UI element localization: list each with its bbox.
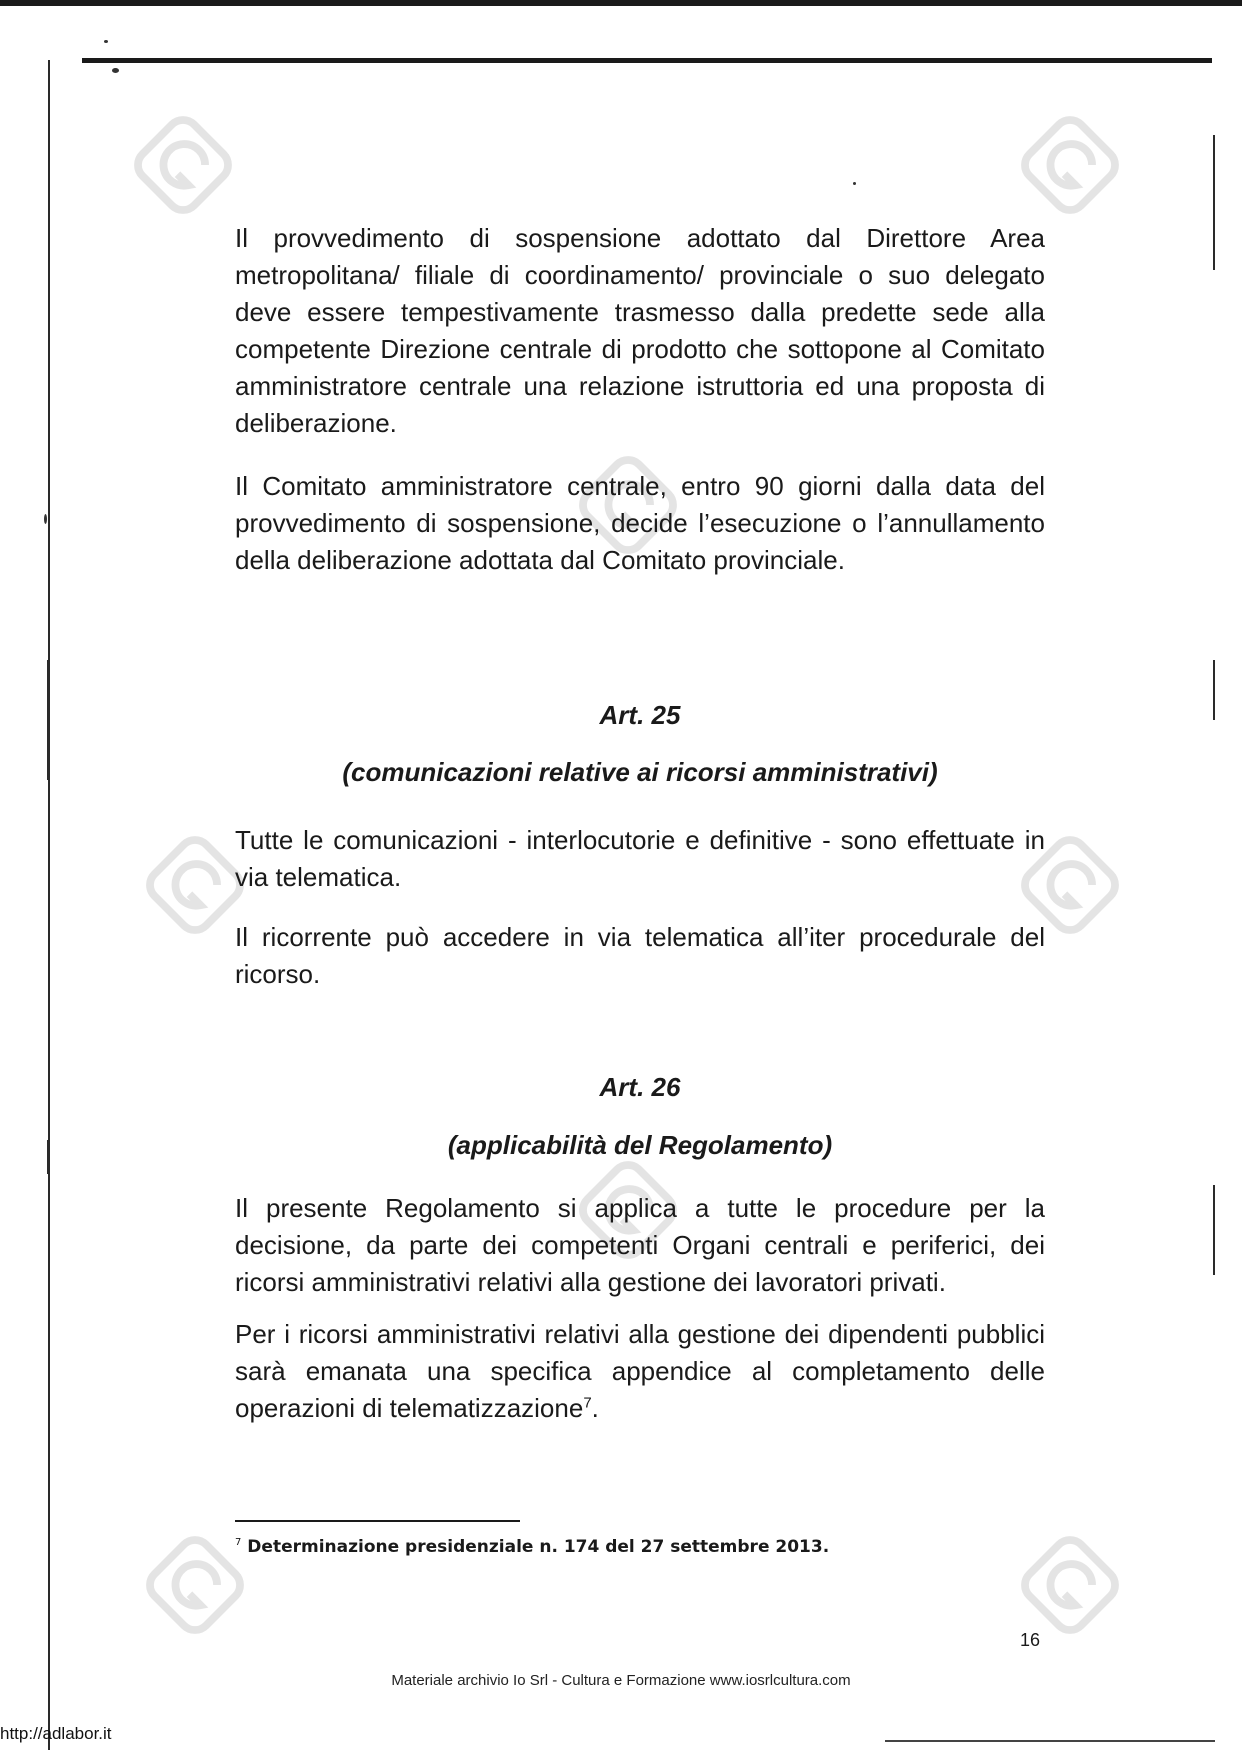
scan-margin-line — [1213, 1185, 1215, 1275]
page-number: 16 — [1020, 1630, 1041, 1650]
site-url-link[interactable]: http://adlabor.it — [0, 1724, 112, 1743]
article-26-subtitle: (applicabilità del Regolamento) — [447, 1130, 833, 1160]
paragraph-period: . — [591, 1393, 599, 1423]
paragraph: Tutte le comunicazioni - interlocutorie e definitive - sono effettuate in via telematica. — [235, 825, 1045, 892]
stamp-logo-icon — [1005, 100, 1135, 230]
footnote-divider — [235, 1520, 520, 1522]
scan-margin-line — [1213, 135, 1215, 270]
footnote-reference: 7 — [583, 1394, 592, 1412]
footnote-text: Determinazione presidenziale n. 174 del 27 settembre 2013. — [247, 1537, 830, 1557]
scan-speck — [44, 514, 47, 524]
scan-speck — [104, 40, 108, 43]
article-25-subtitle: (comunicazioni relative ai ricorsi amministrativi) — [342, 757, 938, 787]
scan-margin-line — [47, 660, 50, 780]
scan-margin-line — [48, 60, 50, 1750]
paragraph — [235, 1316, 1045, 1427]
footnote — [235, 1537, 1035, 1557]
paragraph: Il provvedimento di sospensione adottato dal Direttore Area metropolitana/ filiale di coordinamento/ provinciale o suo delegato deve essere tempestivamente trasmesso dalla predette sede alla competente Direzione centrale di prodotto che sottopone al Comitato amministratore centrale una relazione istruttoria ed una proposta di deliberazione. — [235, 223, 1045, 438]
paragraph: Il ricorrente può accedere in via telematica all’iter procedurale del ricorso. — [235, 922, 1045, 989]
scan-speck — [853, 182, 856, 185]
paragraph: Il presente Regolamento si applica a tutte le procedure per la decisione, da parte dei competenti Organi centrali e periferici, dei ricorsi amministrativi relativi alla gestione dei lavoratori privati. — [235, 1193, 1045, 1297]
article-25-title: Art. 25 — [599, 700, 681, 730]
header-rule — [82, 58, 1212, 63]
footnote-number: 7 — [235, 1537, 242, 1548]
scan-speck — [112, 68, 119, 73]
paragraph-text: Per i ricorsi amministrativi relativi alla gestione dei dipendenti pubblici sarà emanata una specifica appendice al completamento delle operazioni di telematizzazione — [235, 1319, 1045, 1423]
archive-footer: Materiale archivio Io Srl - Cultura e Formazione www.iosrlcultura.com — [391, 1672, 851, 1689]
paragraph: Il Comitato amministratore centrale, entro 90 giorni dalla data del provvedimento di sospensione, decide l’esecuzione o l’annullamento della deliberazione adottata dal Comitato provinciale. — [235, 471, 1045, 575]
scan-margin-line — [1213, 660, 1215, 720]
stamp-logo-icon — [118, 100, 248, 230]
scan-margin-line — [47, 1140, 50, 1174]
bottom-rule — [885, 1740, 1215, 1742]
scan-top-border — [0, 0, 1242, 6]
article-26-title: Art. 26 — [599, 1072, 681, 1102]
